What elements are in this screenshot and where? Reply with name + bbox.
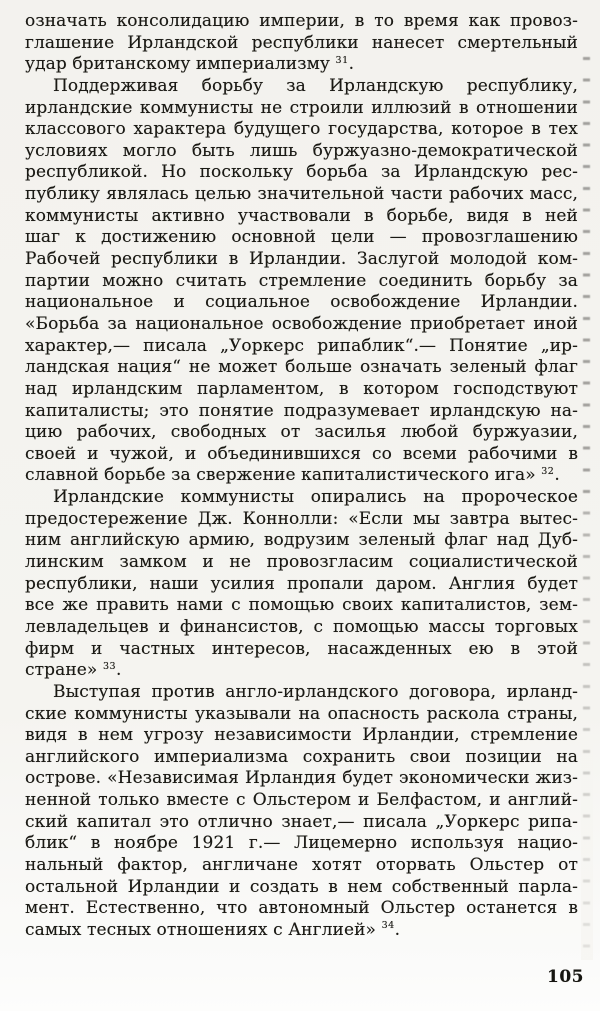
footnote-ref: 34 [381, 920, 395, 932]
text-line: классового характера будущего государства, которое в тех [25, 119, 578, 140]
text-line: Выступая против англо-ирландского договора, ирланд- [53, 681, 578, 702]
text-line: означать консолидацию империи, в то время как провоз- [25, 11, 578, 31]
text-line: блик“ в ноябре 1921 г.— Лицемерно используя нацио- [25, 833, 578, 854]
text-line: остальной Ирландии и создать в нем собственный парла- [25, 876, 578, 897]
text-line: славной борьбе за свержение капиталистического ига» $^{32}$. [25, 465, 560, 486]
footnote-ref: 33 [102, 660, 117, 672]
text-line: Рабочей республики в Ирландии. Заслугой молодой ком- [25, 249, 578, 270]
scan-edge-fade [581, 500, 593, 960]
text-line: «Борьба за национальное освобождение приобретает иной [25, 313, 578, 334]
text-line: национальное и социальное освобождение Ирландии. [25, 292, 578, 313]
text-line: удар британскому империализму $^{31}$. [25, 54, 355, 75]
page-text [25, 11, 578, 942]
text-line: шаг к достижению основной цели — провозглашению [25, 227, 578, 248]
paragraph [25, 76, 578, 487]
text-line: линским замком и не провозгласим социалистической [25, 552, 578, 573]
text-line: республики, наши усилия пропали даром. Англия будет [25, 573, 578, 594]
text-line: видя в нем угрозу независимости Ирландии, стремление [25, 725, 578, 746]
text-line: ландская нация“ не может больше означать зеленый флаг [25, 357, 578, 378]
text-line: цию рабочих, свободных от засилья любой буржуазии, [25, 422, 578, 443]
text-line: английского империализма сохранить свои позиции на [25, 746, 578, 767]
text-line: левладельцев и финансистов, с помощью массы торговых [25, 616, 578, 637]
text-line: фирм и частных интересов, насажденных ею в этой [25, 638, 578, 659]
text-line: предостережение Дж. Коннолли: «Если мы завтра вытес- [25, 508, 578, 529]
text-line: самых тесных отношениях с Англией» $^{34}$. [25, 919, 401, 940]
text-line: стране» $^{33}$. [25, 660, 122, 681]
paragraph [25, 487, 578, 682]
text-line: коммунисты активно участвовали в борьбе, видя в ней [25, 205, 578, 226]
text-line: публику являлась целью значительной части рабочих масс, [25, 184, 578, 205]
text-line: ненной только вместе с Ольстером и Белфастом, и англий- [25, 790, 578, 811]
text-line: нальный фактор, англичане хотят оторвать Ольстер от [25, 854, 578, 875]
text-line: ский капитал это отлично знает,— писала „Уоркерс рипа- [25, 811, 578, 832]
paragraph [25, 682, 578, 942]
text-line: капиталисты; это понятие подразумевает ирландскую на- [25, 400, 578, 421]
page-number: 105 [547, 967, 584, 987]
text-line: все же править нами с помощью своих капиталистов, зем- [25, 595, 578, 616]
text-line: Поддерживая борьбу за Ирландскую республику, [53, 75, 578, 96]
text-line: острове. «Независимая Ирландия будет экономически жиз- [25, 768, 578, 789]
footnote-ref: 32 [541, 465, 555, 477]
text-line: ирландские коммунисты не строили иллюзий в отношении [25, 97, 578, 118]
text-line: своей и чужой, и объединившихся со всеми рабочими в [25, 443, 578, 464]
text-line: глашение Ирландской республики нанесет смертельный [25, 32, 578, 53]
text-line: Ирландские коммунисты опирались на пророческое [53, 487, 578, 508]
text-line: ские коммунисты указывали на опасность раскола страны, [25, 703, 578, 724]
text-line: над ирландским парламентом, в котором господствуют [25, 378, 578, 399]
text-line: мент. Естественно, что автономный Ольстер останется в [25, 898, 578, 919]
footnote-ref: 31 [335, 54, 349, 66]
text-line: партии можно считать стремление соединить борьбу за [25, 270, 578, 291]
paragraph [25, 11, 578, 76]
text-line: условиях могло быть лишь буржуазно-демократической [25, 140, 578, 161]
text-line: ним английскую армию, водрузим зеленый флаг над Дуб- [25, 530, 578, 551]
text-line: республикой. Но поскольку борьба за Ирландскую рес- [25, 162, 578, 183]
text-line: характер,— писала „Уоркерс рипаблик“.— Понятие „ир- [25, 335, 578, 356]
